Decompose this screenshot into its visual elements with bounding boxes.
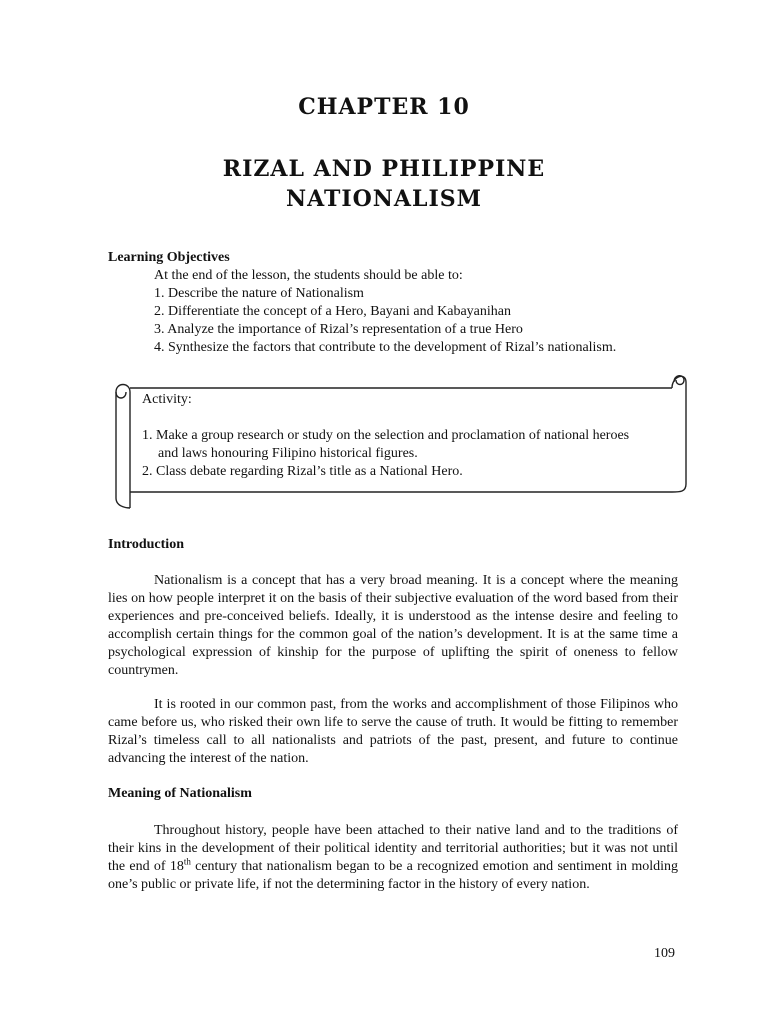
- objectives-intro: At the end of the lesson, the students should be able to:: [154, 268, 463, 283]
- objective-item: 1. Describe the nature of Nationalism: [154, 286, 364, 301]
- superscript-th: th: [183, 856, 191, 867]
- objective-item: 3. Analyze the importance of Rizal’s representation of a true Hero: [154, 322, 523, 337]
- meaning-paragraph-end: century that nationalism began to be a recognized emotion and sentiment in molding one’s public or private life, if not the determining factor in the history of every nation.: [108, 859, 679, 892]
- introduction-paragraph: It is rooted in our common past, from the works and accomplishment of those Filipinos who came before us, who risked their own life to serve the cause of truth. It would be fitting to remember Rizal’s timeless call to all nationalists and patriots of the past, present, and future to continue advancing the interest of the nation.: [108, 697, 678, 766]
- activity-item-2: 2. Class debate regarding Rizal’s title as a National Hero.: [142, 464, 463, 479]
- objective-item: 4. Synthesize the factors that contribute to the development of Rizal’s nationalism.: [154, 340, 617, 355]
- activity-label: Activity:: [142, 392, 192, 407]
- introduction-heading: Introduction: [108, 537, 184, 552]
- activity-item-1: 1. Make a group research or study on the selection and proclamation of national heroes: [142, 428, 630, 443]
- introduction-paragraph: Nationalism is a concept that has a very broad meaning. It is a concept where the meaning lies on how people interpret it on the basis of their subjective evaluation of the word based from their experiences and pre-conceived beliefs. Ideally, it is understood as the intense desire and feeling to accomplish certain things for the common goal of the nation’s development. It is at the same time a psychological expression of kinship for the purpose of uplifting the spirit of oneness to fellow countrymen.: [108, 573, 678, 678]
- objective-item: 2. Differentiate the concept of a Hero, Bayani and Kabayanihan: [154, 304, 511, 319]
- activity-item-1-continued: and laws honouring Filipino historical figures.: [158, 446, 418, 461]
- meaning-paragraph: [108, 822, 678, 894]
- chapter-title-line2: NATIONALISM: [286, 186, 482, 212]
- chapter-title-line1: RIZAL AND PHILIPPINE: [222, 156, 546, 182]
- meaning-paragraph-start: Throughout history, people have been attached to their native land and to the traditions of their kins in the development of their political identity and territorial authorities; but it was not until the end of 18: [108, 823, 678, 874]
- meaning-heading: Meaning of Nationalism: [108, 786, 252, 801]
- page-number: 109: [654, 946, 675, 961]
- chapter-number: CHAPTER 10: [298, 94, 470, 120]
- learning-objectives-heading: Learning Objectives: [108, 250, 230, 265]
